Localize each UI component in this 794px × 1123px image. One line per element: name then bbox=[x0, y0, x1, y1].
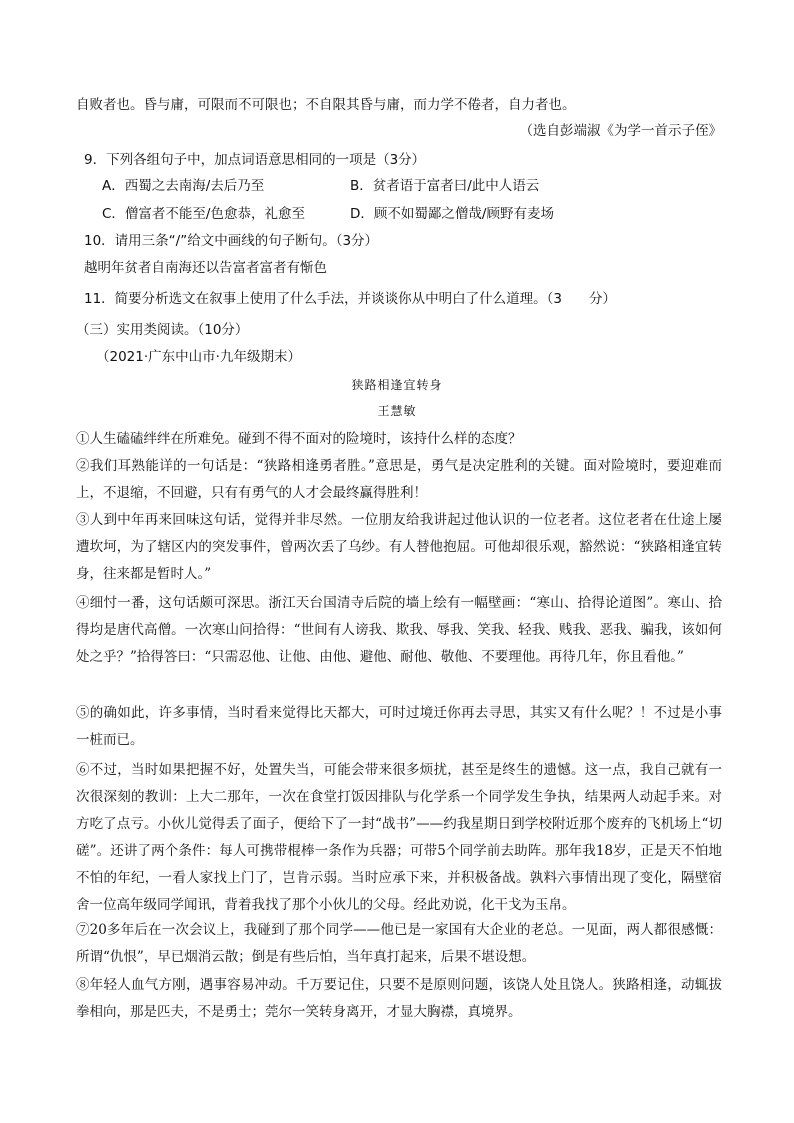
question-9: 9．下列各组句子中，加点词语意思相同的一项是（3分） bbox=[84, 152, 426, 168]
article-paragraph: ③人到中年再来回味这句话，觉得并非尽然。一位朋友给我讲起过他认识的一位老者。这位老者在仕途上屡遭坎坷，为了辖区内的突发事件，曾两次丢了乌纱。有人替他抱屈。可他却很乐观，豁然说：“狭路相逢宜转身，往来都是暂时人。” bbox=[76, 512, 722, 582]
passage-source: （选自彭端淑《为学一首示子侄》 bbox=[519, 123, 722, 139]
article-author: 王慧敏 bbox=[377, 404, 417, 418]
question-9-option-b: B．贫者语于富者曰/此中人语云 bbox=[350, 178, 540, 194]
article-paragraph: ②我们耳熟能详的一句话是：“狭路相逢勇者胜。”意思是，勇气是决定胜利的关键。面对险境时，要迎难而上，不退缩，不回避，只有有勇气的人才会最终赢得胜利！ bbox=[76, 458, 722, 501]
question-9-option-c: C．僧富者不能至/色愈恭，礼愈至 bbox=[102, 206, 305, 222]
passage-closing-line: 自败者也。昏与庸，可限而不可限也；不自限其昏与庸，而力学不倦者，自力者也。 bbox=[76, 97, 576, 113]
question-9-option-d: D．顾不如蜀鄙之僧哉/顾野有麦场 bbox=[350, 206, 554, 222]
article-paragraph: ⑧年轻人血气方刚，遇事容易冲动。千万要记住，只要不是原则问题，该饶人处且饶人。狭路相逢，动辄拔拳相向，那是匹夫，不是勇士；莞尔一笑转身离开，才显大胸襟，真境界。 bbox=[76, 977, 722, 1020]
section-heading: （三）实用类阅读。（10分） bbox=[76, 322, 249, 338]
article-paragraph: ④细忖一番，这句话颇可深思。浙江天台国清寺后院的墙上绘有一幅壁画：“寒山、拾得论道图”。寒山、拾得均是唐代高僧。一次寒山问拾得：“世间有人谤我、欺我、辱我、笑我、轻我、贱我、恶我、骗我，该如何处之乎？”拾得答曰：“只需忍他、让他、由他、避他、耐他、敬他、不要理他。再待几年，你且看他。” bbox=[76, 595, 722, 665]
article-paragraph: ①人生磕磕绊绊在所难免。碰到不得不面对的险境时，该持什么样的态度？ bbox=[76, 431, 522, 447]
article-paragraph: ⑦20多年后在一次会议上，我碰到了那个同学——他已是一家国有大企业的老总。一见面，两人都很感慨：所谓“仇恨”，早已烟消云散；倒是有些后怕，当年真打起来，后果不堪设想。 bbox=[76, 922, 722, 965]
article-title: 狭路相逢宜转身 bbox=[351, 378, 443, 392]
article-paragraph: ⑥不过，当时如果把握不好，处置失当，可能会带来很多烦扰，甚至是终生的遗憾。这一点，我自己就有一次很深刻的教训：上大二那年，一次在食堂打饭因排队与化学系一个同学发生争执，结果两人动起手来。对方吃了点亏。小伙儿觉得丢了面子，便给下了一封“战书”——约我星期日到学校附近那个废弃的飞机场上“切磋”。还讲了两个条件：每人可携带棍棒一条作为兵器；可带5个同学前去助阵。那年我18岁，正是天不怕地不怕的年纪，一看人家找上门了，岂肯示弱。当时应承下来，并积极备战。孰料六事情出现了变化，隔壁宿舍一位高年级同学闻讯，背着我找了那个小伙儿的父母。经此劝说，化干戈为玉帛。 bbox=[76, 762, 722, 913]
article-paragraph: ⑤的确如此，许多事情，当时看来觉得比天都大，可时过境迁你再去寻思，其实又有什么呢？！不过是小事一桩而已。 bbox=[76, 705, 722, 748]
question-10: 10．请用三条“/”给文中画线的句子断句。（3分） bbox=[84, 233, 379, 249]
question-11: 11．简要分析选文在叙事上使用了什么手法，并谈谈你从中明白了什么道理。（3 分） bbox=[84, 291, 617, 307]
section-origin: （2021·广东中山市·九年级期末） bbox=[96, 349, 301, 365]
question-9-option-a: A．西蜀之去南海/去后乃至 bbox=[102, 178, 265, 194]
question-10-sentence: 越明年贫者自南海还以告富者富者有惭色 bbox=[84, 260, 327, 276]
